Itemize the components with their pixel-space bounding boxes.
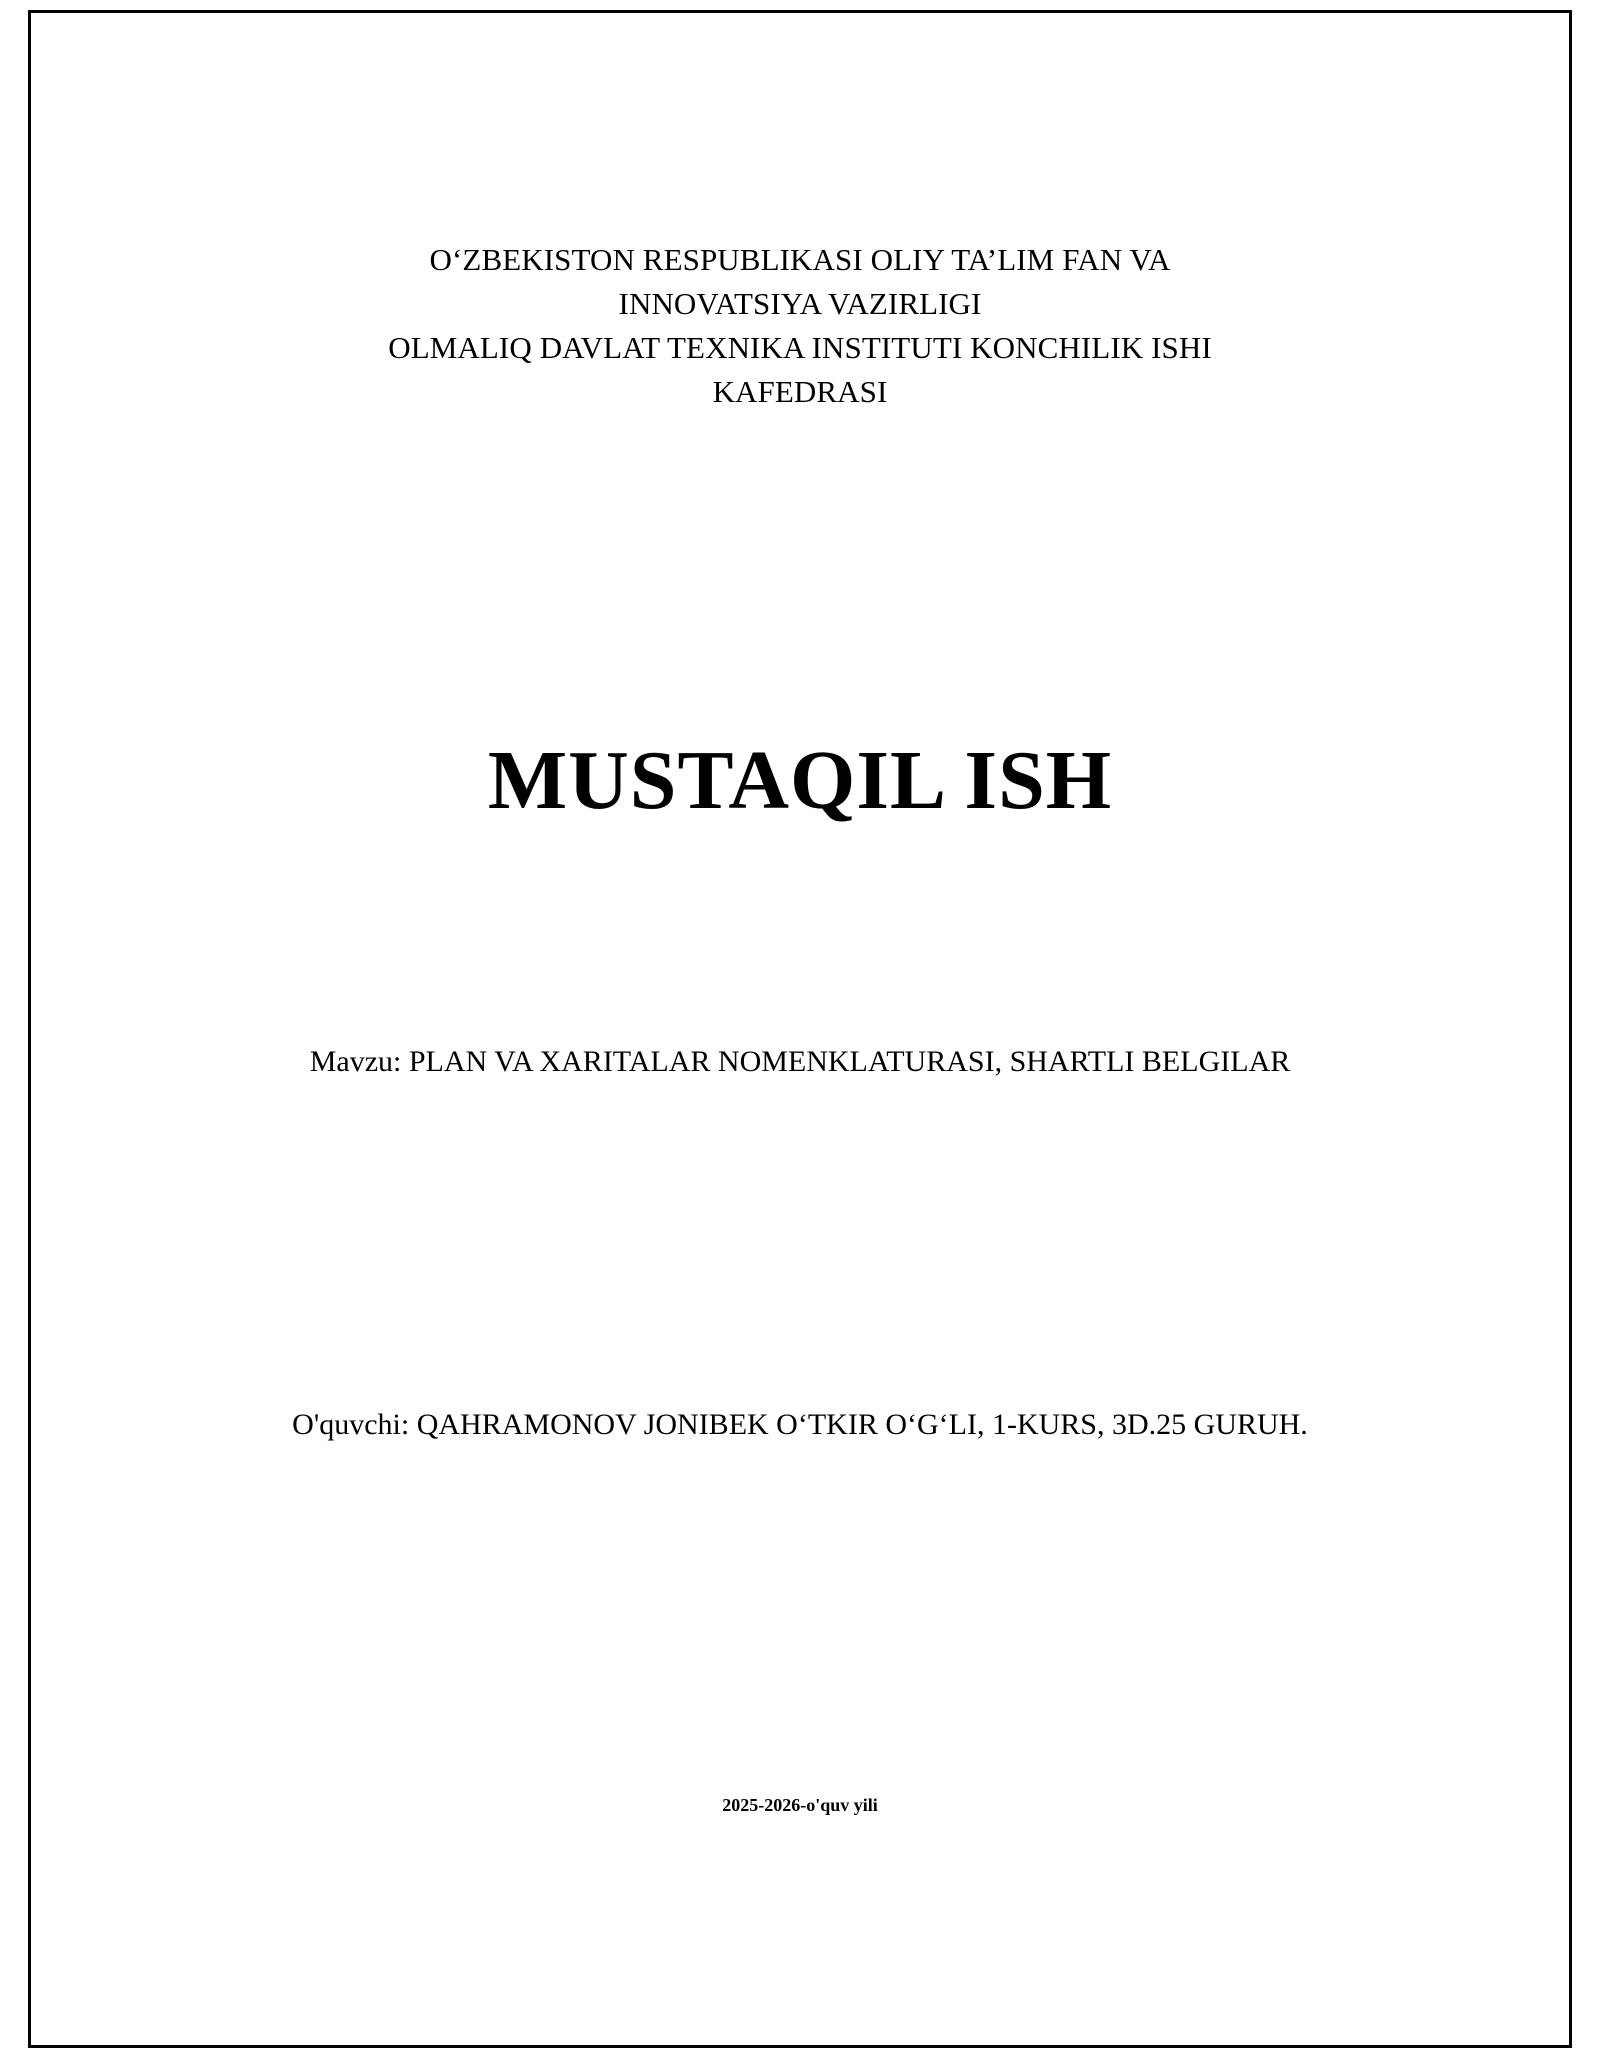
institution-line-4: KAFEDRASI (712, 374, 888, 410)
institution-heading (140, 238, 1460, 414)
page-content (140, 0, 1460, 2070)
institution-line-2: INNOVATSIYA VAZIRLIGI (618, 286, 982, 322)
institution-line-1: O‘ZBEKISTON RESPUBLIKASI OLIY TA’LIM FAN VA (429, 242, 1171, 277)
document-title: MUSTAQIL ISH (487, 734, 1113, 827)
document-subject: Mavzu: PLAN VA XARITALAR NOMENKLATURASI, SHARTLI BELGILAR (309, 1045, 1291, 1078)
institution-line-3: OLMALIQ DAVLAT TEXNIKA INSTITUTI KONCHILIK ISHI (388, 330, 1212, 366)
academic-year: 2025-2026-o'quv yili (722, 1795, 878, 1815)
student-info: O'quvchi: QAHRAMONOV JONIBEK O‘TKIR O‘G‘LI, 1-KURS, 3D.25 GURUH. (292, 1408, 1308, 1441)
